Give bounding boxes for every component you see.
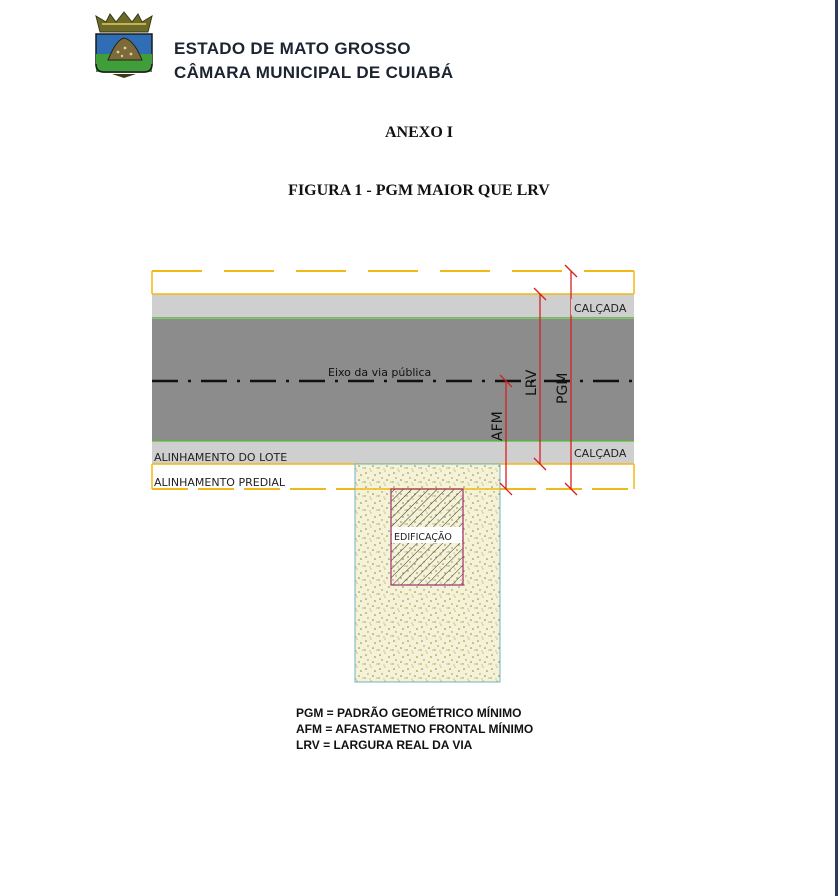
- legend-lrv: LRV = LARGURA REAL DA VIA: [296, 738, 473, 752]
- label-lrv: LRV: [524, 369, 540, 396]
- label-calcada-top: CALÇADA: [574, 302, 627, 315]
- institution-header: [174, 37, 453, 85]
- label-building: EDIFICAÇÃO: [394, 532, 452, 543]
- label-building-alignment: ALINHAMENTO PREDIAL: [154, 476, 286, 489]
- legend-afm: AFM = AFASTAMETNO FRONTAL MÍNIMO: [296, 722, 534, 736]
- figure-title: FIGURA 1 - PGM MAIOR QUE LRV: [288, 182, 550, 199]
- legend-pgm: PGM = PADRÃO GEOMÉTRICO MÍNIMO: [296, 706, 522, 720]
- sidewalk-top: [152, 294, 634, 318]
- label-calcada-bottom: CALÇADA: [574, 447, 627, 460]
- label-afm: AFM: [490, 411, 506, 441]
- label-lot-alignment: ALINHAMENTO DO LOTE: [154, 451, 288, 464]
- header-chamber: CÂMARA MUNICIPAL DE CUIABÁ: [174, 63, 454, 82]
- header-state: ESTADO DE MATO GROSSO: [174, 39, 411, 58]
- label-road-axis: Eixo da via pública: [328, 366, 432, 379]
- upper-property-line: [152, 271, 635, 294]
- street-section-diagram: [140, 260, 650, 690]
- coat-of-arms-logo: [92, 10, 156, 78]
- label-pgm: PGM: [555, 372, 571, 404]
- annex-title: ANEXO I: [384, 124, 453, 141]
- abbreviation-legend: [296, 705, 533, 753]
